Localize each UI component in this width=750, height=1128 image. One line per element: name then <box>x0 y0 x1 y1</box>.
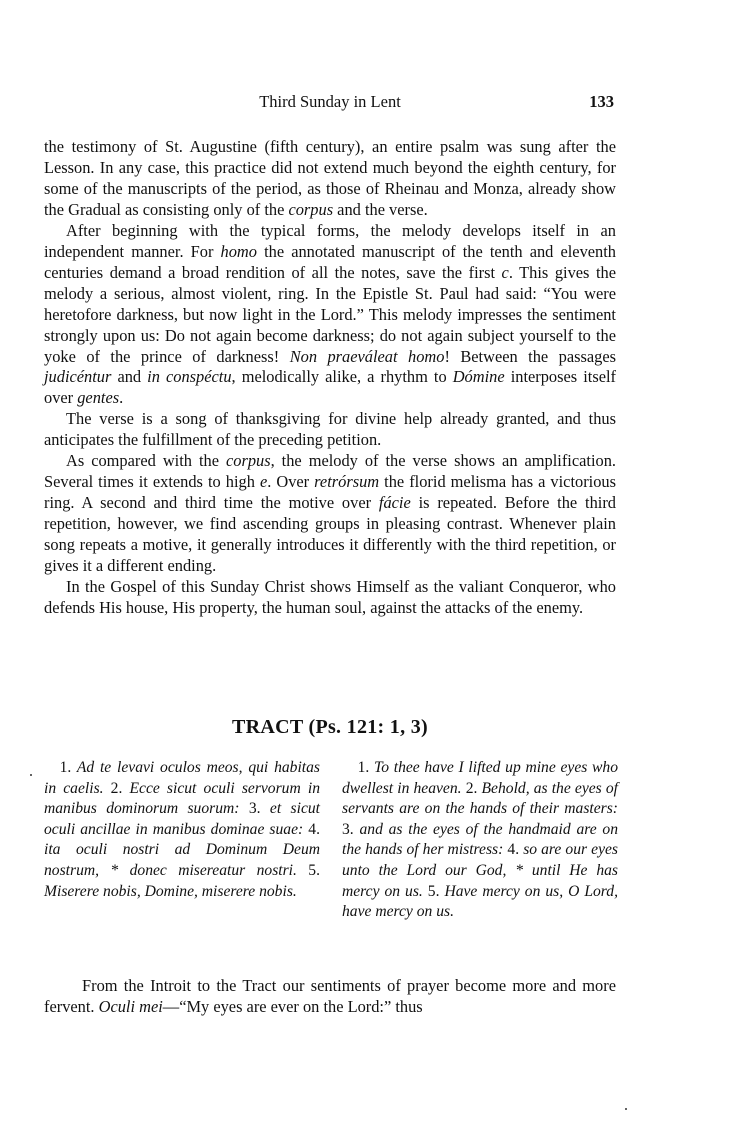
verse-text: Miserere nobis, Domine, miserere nobis. <box>44 882 297 900</box>
body-paragraph <box>44 137 616 221</box>
margin-speck <box>30 774 32 776</box>
verse-number: 2. <box>465 779 478 797</box>
verse-text: To thee have I lifted up mine eyes who dwellest in heaven. <box>342 759 618 797</box>
italic-term: Non praeváleat homo <box>289 346 445 366</box>
body-paragraph <box>44 409 616 451</box>
body-paragraph <box>44 451 616 577</box>
body-text <box>44 137 616 619</box>
tract-latin-column <box>44 758 320 902</box>
verse-number: 3. <box>248 800 261 818</box>
italic-term: c <box>501 262 509 282</box>
verse-number: 1. <box>357 759 370 776</box>
verse-number: 5. <box>308 861 320 879</box>
verse-number: 3. <box>342 820 354 838</box>
text-run: The verse is a song of thanksgiving for divine help already granted, and thus anticipates the fulfillment of the preceding petition. <box>44 409 616 450</box>
verse-text: Ad te levavi oculos meos, qui habitas in caelis. <box>44 759 320 797</box>
text-run: . Over <box>267 472 315 492</box>
verse-text: et sicut oculi ancillae in manibus dominae suae: <box>44 800 320 838</box>
text-run: interposes itself over <box>44 367 616 408</box>
page-number: 133 <box>589 92 614 111</box>
closing-paragraph <box>44 976 616 1018</box>
verse-text: and as the eyes of the handmaid are on the hands of her mistress: <box>342 820 618 859</box>
text-run: the annotated manuscript of the tenth and eleventh centuries demand a broad rendition of all the notes, save the first <box>44 241 616 282</box>
verse-text: Behold, as the eyes of servants are on the hands of their masters: <box>342 779 618 818</box>
italic-term: Oculi mei <box>98 996 163 1016</box>
text-run: As compared with the <box>66 451 226 471</box>
text-run: and <box>111 367 148 387</box>
text-run: —“My eyes are ever on the Lord:” thus <box>162 996 423 1016</box>
running-title: Third Sunday in Lent <box>259 92 401 111</box>
italic-term: in conspéctu <box>147 367 232 387</box>
verse-number: 2. <box>110 779 123 797</box>
body-paragraph <box>44 577 616 619</box>
verse-text: Have mercy on us, O Lord, have mercy on us. <box>342 882 618 921</box>
tract-english-column <box>342 758 618 923</box>
italic-term: homo <box>220 241 257 261</box>
text-run: is repeated. Before the third repetition, however, we find ascending groups in pleasing contrast. Whenever plain song repeats a motive, it generally introduces it differently with the third repetition, or gives it a different ending. <box>44 493 616 576</box>
text-run: . This gives the melody a serious, almost violent, ring. In the Epistle St. Paul had said: “You were heretofore darkness, but now light in the Lord.” This melody impresses the sentiment strongly upon us: Do not again become darkness; do not again subject yourself to the yoke of the prince of darkness! <box>44 262 616 366</box>
running-head <box>44 92 616 114</box>
text-run: . <box>119 388 124 408</box>
verse-number: 4. <box>308 820 320 838</box>
text-run: In the Gospel of this Sunday Christ shows Himself as the valiant Conqueror, who defends His house, His property, the human soul, against the attacks of the enemy. <box>44 577 616 617</box>
italic-term: judicéntur <box>44 367 112 387</box>
italic-term: retrórsum <box>314 472 380 492</box>
margin-speck <box>625 1108 627 1110</box>
italic-term: fácie <box>378 493 411 513</box>
text-run: the testimony of St. Augustine (fifth century), an entire psalm was sung after the Lesson. In any case, this practice did not extend much beyond the eighth century, for some of the manuscripts of the period, as those of Rheinau and Monza, already show the Gradual as consisting only of the <box>44 137 616 219</box>
body-paragraph <box>44 221 616 410</box>
text-run: ! Between the passages <box>444 346 616 366</box>
verse-text: Ecce sicut oculi servorum in manibus dominorum suorum: <box>44 779 320 818</box>
verse-text: so are our eyes unto the Lord our God, * until He has mercy on us. <box>342 841 619 900</box>
closing-text <box>44 976 616 1018</box>
italic-term: corpus <box>225 451 271 471</box>
verse-number: 5. <box>427 882 440 900</box>
verse-number: 1. <box>59 759 72 776</box>
italic-term: corpus <box>288 199 334 219</box>
verse-number: 4. <box>507 841 520 859</box>
italic-term: e <box>259 472 268 492</box>
text-run: and the verse. <box>333 199 428 219</box>
text-run: From the Introit to the Tract our sentiments of prayer become more and more fervent. <box>44 976 616 1016</box>
text-run: the florid melisma has a victorious ring. A second and third time the motive over <box>44 472 616 513</box>
tract-heading: TRACT (Ps. 121: 1, 3) <box>232 716 428 738</box>
italic-term: Dómine <box>452 367 505 387</box>
text-run: After beginning with the typical forms, the melody develops itself in an independent manner. For <box>44 220 616 261</box>
text-run: , the melody of the verse shows an amplification. Several times it extends to high <box>44 451 616 492</box>
text-run: , melodically alike, a rhythm to <box>231 367 453 387</box>
italic-term: gentes <box>77 388 120 408</box>
verse-text: ita oculi nostri ad Dominum Deum nostrum, * donec misereatur nostri. <box>44 841 320 879</box>
